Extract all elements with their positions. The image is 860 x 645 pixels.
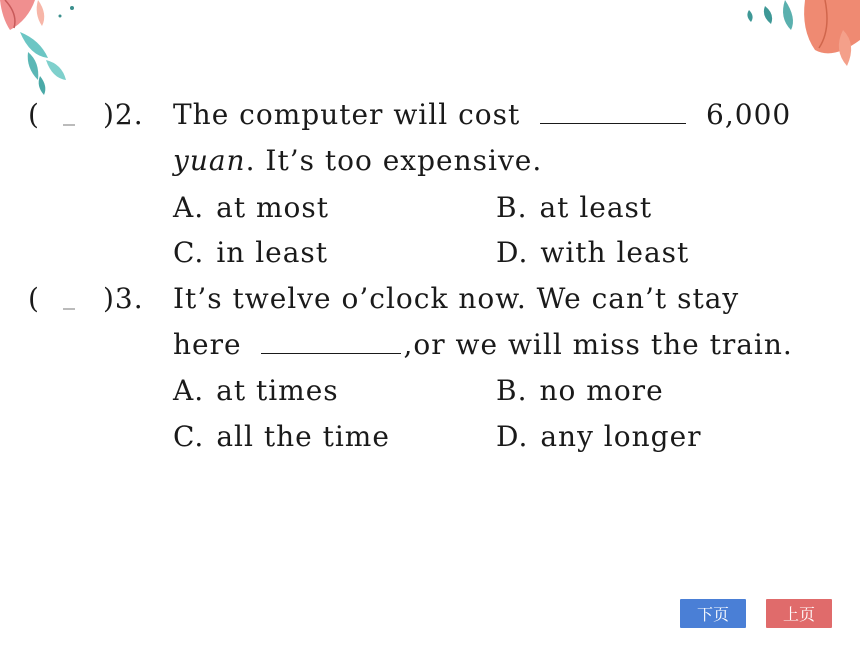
q3-answer-slot[interactable] bbox=[63, 308, 75, 310]
q3-stem-rest: ,or we will miss the train. bbox=[403, 328, 793, 361]
q2-option-b[interactable] bbox=[496, 191, 652, 224]
option-text: at least bbox=[539, 191, 653, 224]
q3-open-paren: ( bbox=[28, 282, 39, 315]
q3-option-b[interactable] bbox=[496, 374, 664, 407]
option-letter: C. bbox=[173, 236, 205, 269]
q2-amount: 6,000 bbox=[706, 98, 792, 131]
q2-stem-line1 bbox=[173, 98, 791, 131]
prev-page-button[interactable]: 上页 bbox=[766, 599, 832, 628]
q3-stem-here: here bbox=[173, 328, 242, 361]
q2-blank[interactable] bbox=[540, 101, 686, 124]
option-text: at most bbox=[216, 191, 329, 224]
q3-stem-line2 bbox=[173, 328, 793, 361]
option-letter: D. bbox=[496, 236, 529, 269]
option-text: with least bbox=[540, 236, 690, 269]
q2-currency: yuan bbox=[173, 144, 246, 177]
q3-blank[interactable] bbox=[261, 331, 401, 354]
q2-option-d[interactable] bbox=[496, 236, 689, 269]
option-letter: B. bbox=[496, 374, 528, 407]
q2-stem-rest: . It’s too expensive. bbox=[245, 144, 543, 177]
option-text: any longer bbox=[540, 420, 702, 453]
q2-option-a[interactable] bbox=[173, 191, 329, 224]
q3-stem-line1: It’s twelve o’clock now. We can’t stay bbox=[173, 282, 740, 315]
q3-option-a[interactable] bbox=[173, 374, 339, 407]
option-text: all the time bbox=[216, 420, 390, 453]
option-text: no more bbox=[539, 374, 664, 407]
option-text: in least bbox=[216, 236, 329, 269]
q2-number: )2. bbox=[103, 98, 144, 131]
leaf-decoration-left-icon bbox=[0, 0, 90, 95]
option-letter: A. bbox=[173, 374, 205, 407]
option-letter: C. bbox=[173, 420, 205, 453]
q2-open-paren: ( bbox=[28, 98, 39, 131]
q3-number: )3. bbox=[103, 282, 144, 315]
option-text: at times bbox=[216, 374, 339, 407]
q3-option-d[interactable] bbox=[496, 420, 702, 453]
q2-option-c[interactable] bbox=[173, 236, 328, 269]
leaf-decoration-right-icon bbox=[735, 0, 860, 75]
q2-stem-line2 bbox=[173, 144, 542, 177]
q2-stem-text: The computer will cost bbox=[173, 98, 521, 131]
option-letter: B. bbox=[496, 191, 528, 224]
q2-answer-slot[interactable] bbox=[63, 124, 75, 126]
next-page-button[interactable]: 下页 bbox=[680, 599, 746, 628]
q3-option-c[interactable] bbox=[173, 420, 390, 453]
option-letter: A. bbox=[173, 191, 205, 224]
option-letter: D. bbox=[496, 420, 529, 453]
